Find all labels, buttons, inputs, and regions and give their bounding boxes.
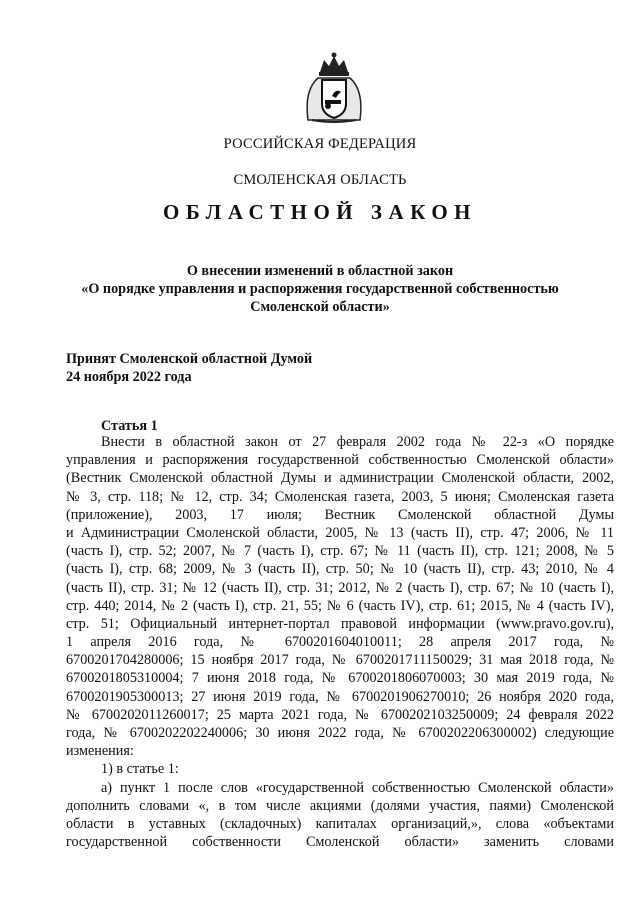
adopted-by: Принят Смоленской областной Думой bbox=[66, 351, 313, 367]
body-line: управления и распоряжения государственной собственностью Смоленской области» bbox=[66, 452, 614, 469]
coat-of-arms-icon bbox=[296, 50, 372, 126]
body-line: № 6700202011260017; 25 марта 2021 года, № 6700202103250009; 24 февраля 2022 bbox=[66, 706, 614, 723]
body-line: 1 апреля 2016 года, № 6700201604010011; 28 апреля 2017 года, № bbox=[66, 634, 614, 651]
body-line: (часть I), стр. 52; 2007, № 7 (часть I), стр. 67; № 11 (часть II), стр. 121; 2008, № 5 bbox=[66, 543, 614, 560]
body-line: 6700201704280006; 15 ноября 2017 года, № 6700201711150029; 31 мая 2018 года, № bbox=[66, 652, 614, 669]
subject-line: «О порядке управления и распоряжения государственной собственностью bbox=[81, 281, 559, 297]
body-line: Внести в областной закон от 27 февраля 2002 года № 22-з «О порядке bbox=[101, 434, 614, 450]
body-line: государственной собственности Смоленской области» заменить словами bbox=[66, 834, 614, 851]
adoption-info bbox=[66, 350, 312, 386]
body-line: области в уставных (складочных) капиталах организаций,», слова «объектами bbox=[66, 815, 614, 832]
body-line: изменения: bbox=[66, 743, 134, 760]
body-line: 6700201905300013; 27 июня 2019 года, № 6700201906270010; 26 ноября 2020 года, bbox=[66, 688, 614, 705]
article-body bbox=[66, 433, 614, 851]
article-heading: Статья 1 bbox=[101, 418, 158, 434]
body-line: и Администрации Смоленской области, 2005, № 13 (часть II), стр. 47; 2006, № 11 bbox=[66, 524, 614, 541]
region-name: СМОЛЕНСКАЯ ОБЛАСТЬ bbox=[233, 172, 407, 188]
body-line: (Вестник Смоленской областной Думы и администрации Смоленской области, 2002, bbox=[66, 470, 614, 487]
body-line: (часть I), стр. 68; 2009, № 3 (часть II), стр. 50; № 10 (часть II), стр. 43; 2010, № 4 bbox=[66, 561, 614, 578]
law-subject bbox=[0, 262, 640, 316]
body-line: дополнить словами «, в том числе акциями (долями участия, паями) Смоленской bbox=[66, 797, 614, 814]
body-line: 6700201805310004; 7 июня 2018 года, № 6700201806070003; 30 мая 2019 года, № bbox=[66, 670, 614, 687]
subject-line: Смоленской области» bbox=[250, 299, 390, 315]
country-name: РОССИЙСКАЯ ФЕДЕРАЦИЯ bbox=[223, 136, 417, 152]
body-line: № 3, стр. 118; № 12, стр. 34; Смоленская газета, 2003, 5 июня; Смоленская газета bbox=[66, 488, 614, 505]
body-line: (часть II), стр. 31; № 12 (часть II), стр. 31; 2012, № 2 (часть I), стр. 67; № 10 (часть I), bbox=[66, 579, 614, 596]
adopted-date: 24 ноября 2022 года bbox=[66, 369, 192, 385]
body-line: года, № 6700202202240006; 30 июня 2022 года, № 6700202206300002) следующие bbox=[66, 725, 614, 741]
body-line: 1) в статье 1: bbox=[101, 761, 179, 778]
document-type-title: ОБЛАСТНОЙ ЗАКОН bbox=[162, 200, 477, 224]
body-line: а) пункт 1 после слов «государственной собственностью Смоленской области» bbox=[101, 779, 614, 796]
body-line: стр. 440; 2014, № 2 (часть I), стр. 21, 55; № 6 (часть IV), стр. 61; 2015, № 4 (часть IV), bbox=[66, 597, 614, 614]
body-line: (приложение), 2003, 17 июля; Вестник Смоленской областной Думы bbox=[66, 506, 614, 523]
subject-line: О внесении изменений в областной закон bbox=[186, 263, 454, 279]
body-line: стр. 51; Официальный интернет-портал правовой информации (www.pravo.gov.ru), bbox=[66, 615, 614, 632]
